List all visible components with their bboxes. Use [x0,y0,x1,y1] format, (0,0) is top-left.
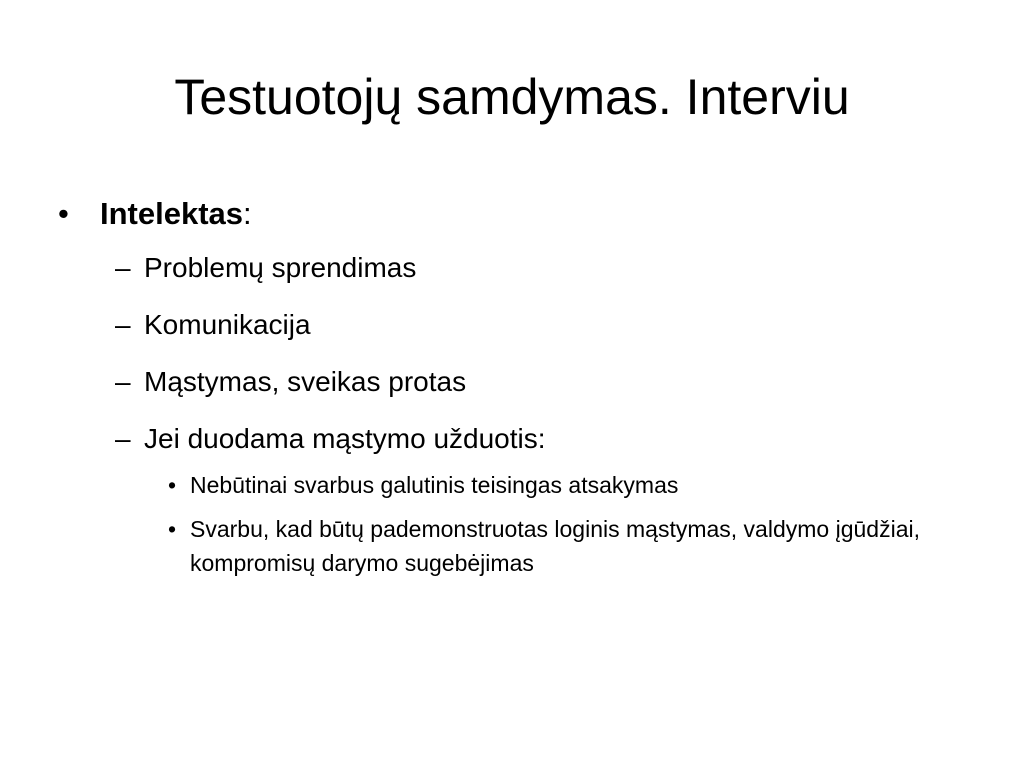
sub-sub-item-text: Svarbu, kad būtų pademonstruotas loginis mąstymas, valdymo įgūdžiai, kompromisų darymo sugebėjimas [190,516,920,576]
dash-icon: – [115,423,131,454]
sub-item-text: Problemų sprendimas [144,252,417,283]
sub-item-mastymas [58,362,978,402]
sub-item-text: Mąstymas, sveikas protas [144,366,467,397]
slide-title: Testuotojų samdymas. Interviu [174,69,850,125]
sub-item-problemu-sprendimas [58,248,978,288]
sub-item-text: Jei duodama mąstymo užduotis: [144,423,546,454]
bullet-term-suffix: : [243,196,252,231]
sub-sub-item-demonstravimas [58,512,990,580]
bullet-icon: • [168,516,177,542]
bullet-icon: • [58,196,69,231]
bullet-term: Intelektas [100,196,244,231]
dash-icon: – [115,309,131,340]
slide-body [58,192,978,590]
sub-item-uzduotis [58,419,978,459]
dash-icon: – [115,252,131,283]
bullet-icon: • [168,472,177,498]
sub-item-text: Komunikacija [144,309,311,340]
sub-sub-item-text: Nebūtinai svarbus galutinis teisingas atsakymas [190,472,679,498]
sub-sub-item-atsakymas [58,468,978,502]
bullet-item-intelektas [58,192,978,236]
dash-icon: – [115,366,131,397]
sub-item-komunikacija [58,305,978,345]
